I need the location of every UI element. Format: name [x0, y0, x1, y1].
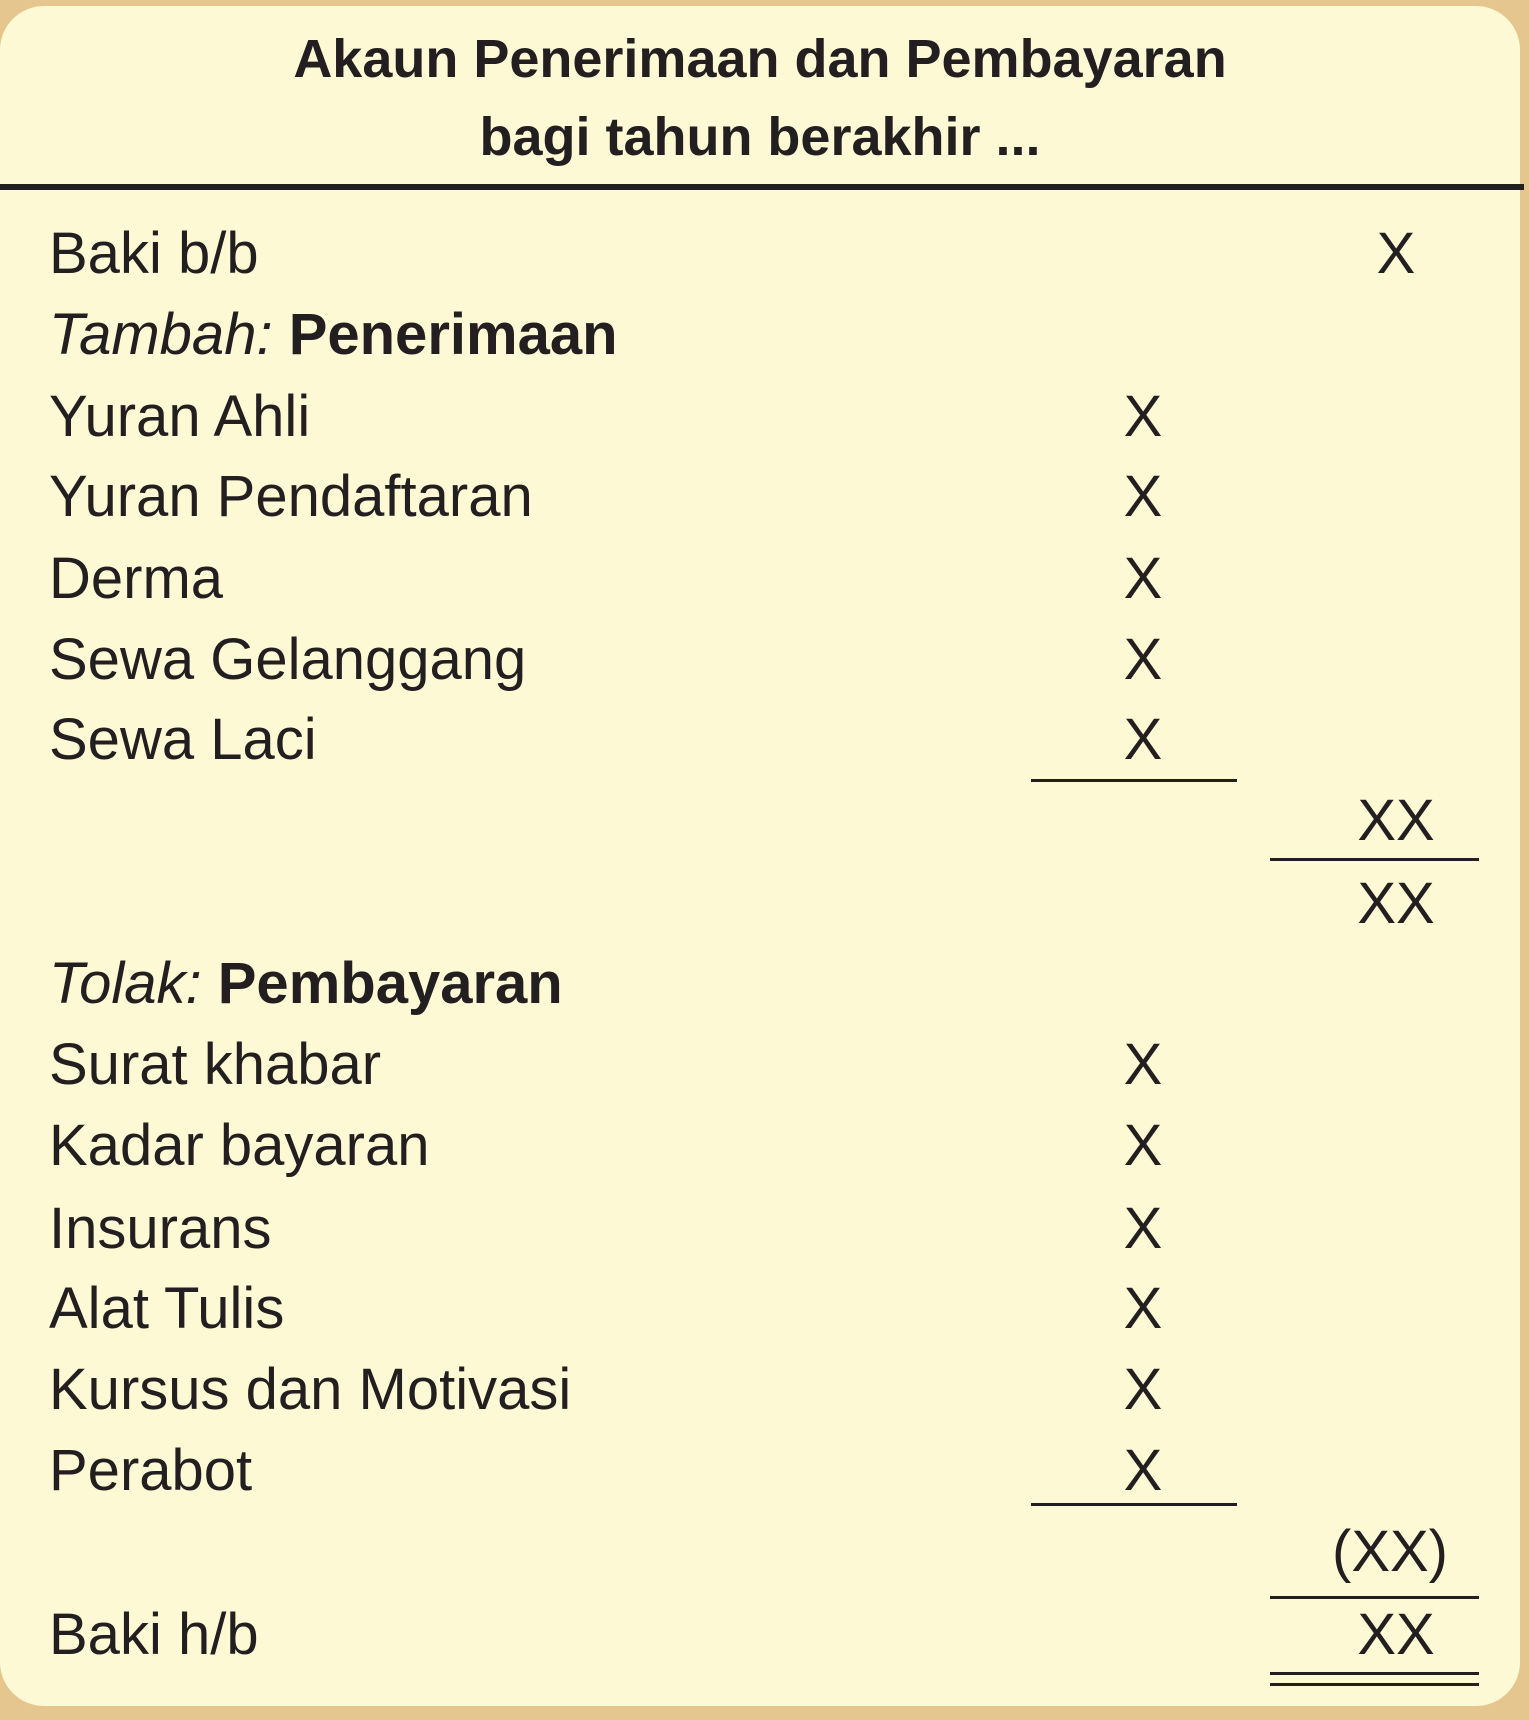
row-amount: X: [1123, 1276, 1163, 1341]
row-label: Kursus dan Motivasi: [49, 1357, 572, 1422]
receipts-heading: [0, 295, 1520, 375]
double-underline-bottom: [1270, 1683, 1479, 1686]
row-amount: X: [1123, 1438, 1163, 1503]
row-amount: X: [1123, 1113, 1163, 1178]
receipts-total-row: [0, 781, 1520, 861]
subtotal-row: [0, 864, 1520, 944]
table-row: [0, 700, 1520, 780]
table-row: [0, 539, 1520, 619]
row-amount: XX: [1357, 1602, 1435, 1667]
table-row: [0, 1189, 1520, 1269]
receipts-prefix: Tambah:: [49, 302, 273, 367]
row-label: Derma: [49, 546, 224, 611]
opening-balance-row: [0, 214, 1520, 294]
row-label: Sewa Laci: [49, 707, 317, 772]
row-label: Baki b/b: [49, 221, 259, 286]
row-amount: XX: [1357, 788, 1435, 853]
row-amount: XX: [1357, 871, 1435, 936]
row-amount: (XX): [1332, 1519, 1448, 1584]
row-amount: X: [1123, 707, 1163, 772]
underline: [1270, 858, 1479, 861]
row-label: Surat khabar: [49, 1032, 382, 1097]
payments-heading: [0, 944, 1520, 1024]
double-underline-top: [1270, 1672, 1479, 1675]
table-row: [0, 1025, 1520, 1105]
underline: [1031, 1503, 1237, 1506]
row-amount: X: [1123, 1032, 1163, 1097]
row-label: Insurans: [49, 1196, 272, 1261]
table-row: [0, 1106, 1520, 1186]
row-label: Yuran Pendaftaran: [49, 464, 533, 529]
payments-prefix: Tolak:: [49, 951, 202, 1016]
row-amount: X: [1123, 546, 1163, 611]
row-amount: X: [1123, 1196, 1163, 1261]
payments-total-row: [0, 1512, 1520, 1592]
closing-balance-row: [0, 1595, 1520, 1675]
row-label: Alat Tulis: [49, 1276, 285, 1341]
table-row: [0, 620, 1520, 700]
table-row: [0, 1431, 1520, 1511]
title-line-1: Akaun Penerimaan dan Pembayaran: [293, 29, 1227, 89]
payments-heading-text: Pembayaran: [217, 951, 563, 1016]
header-divider: [0, 184, 1524, 190]
table-row: [0, 1269, 1520, 1349]
table-row: [0, 1350, 1520, 1430]
row-amount: X: [1123, 384, 1163, 449]
row-label: Baki h/b: [49, 1602, 259, 1667]
row-amount: X: [1123, 627, 1163, 692]
row-label: Kadar bayaran: [49, 1113, 430, 1178]
table-row: [0, 377, 1520, 457]
row-label: Sewa Gelanggang: [49, 627, 527, 692]
row-amount: X: [1376, 221, 1416, 286]
table-row: [0, 457, 1520, 537]
row-amount: X: [1123, 464, 1163, 529]
row-label: Perabot: [49, 1438, 253, 1503]
title-line-2: bagi tahun berakhir ...: [479, 107, 1041, 167]
row-amount: X: [1123, 1357, 1163, 1422]
receipts-heading-text: Penerimaan: [288, 302, 618, 367]
row-label: Yuran Ahli: [49, 384, 311, 449]
